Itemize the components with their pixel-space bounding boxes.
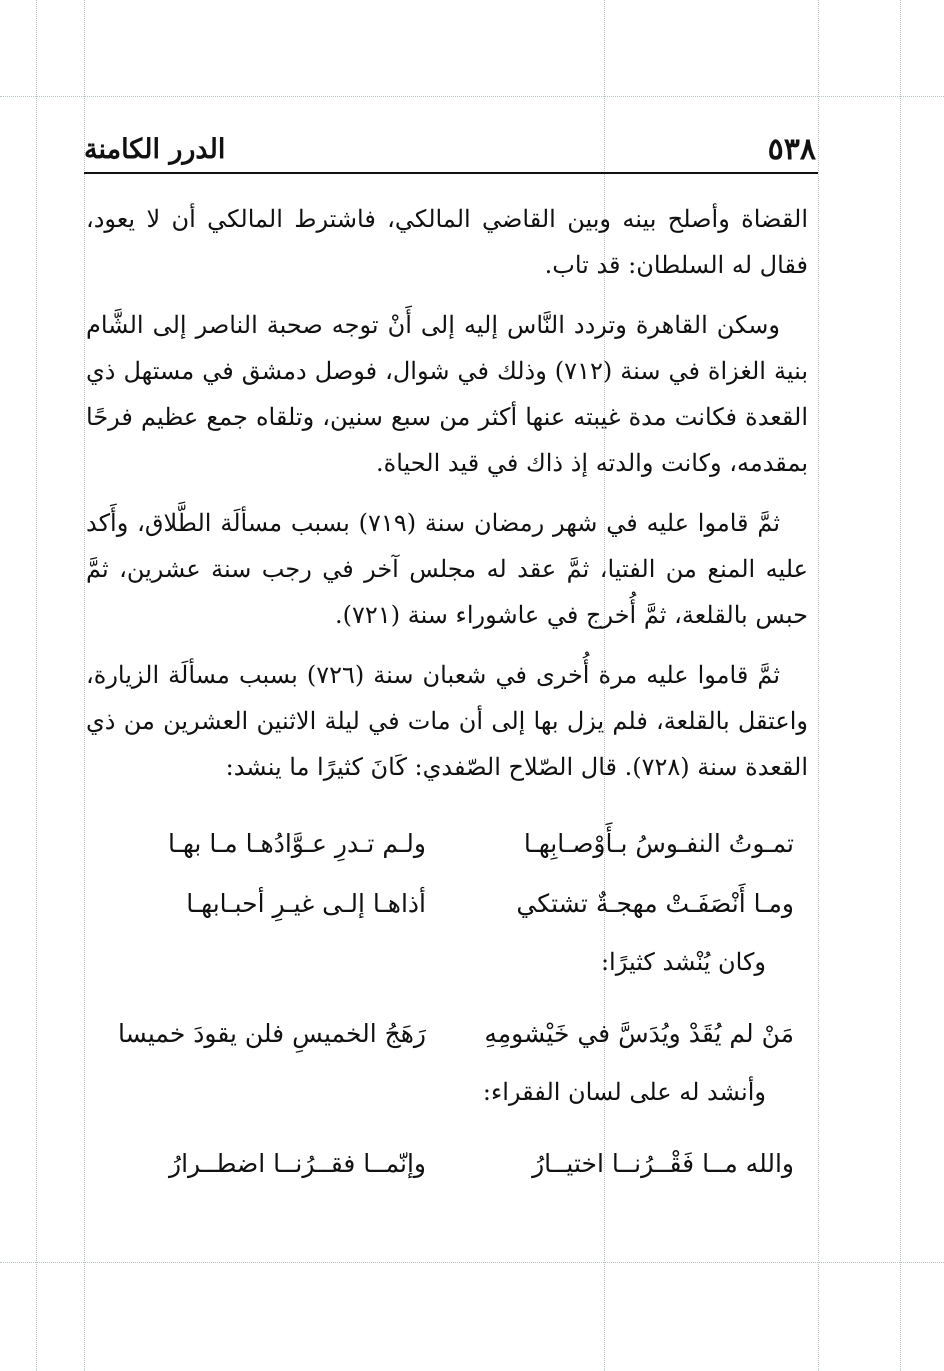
verse-introduction: وأنشد له على لسان الفقراء: <box>482 1078 766 1106</box>
guide-line-horizontal <box>0 96 944 97</box>
verse-second-hemistich: وإنّمــا فقــرُنــا اضطــرارُ <box>169 1149 426 1178</box>
verse-line <box>86 1134 808 1194</box>
paragraph: القضاة وأصلح بينه وبين القاضي المالكي، فاشترط المالكي أن لا يعود، فقال له السلطان: قد تاب. <box>86 205 808 279</box>
verse-second-hemistich: رَهَجُ الخميسِ فلن يقودَ خميسا <box>117 1019 426 1048</box>
guide-line-horizontal <box>0 1262 944 1263</box>
verse-second-hemistich: ولـم تـدرِ عـوَّادُهـا مـا بهـا <box>167 829 426 858</box>
verse-first-hemistich: تمـوتُ النفـوسُ بـأَوْصـابِهـا <box>523 829 794 858</box>
guide-line-vertical <box>84 0 85 1371</box>
paragraph: ثمَّ قاموا عليه مرة أُخرى في شعبان سنة (٧٢٦) بسبب مسألَة الزيارة، واعتقل بالقلعة، فلم يزل بها إلى أن مات في ليلة الاثنين العشرين من ذي القعدة سنة (٧٢٨). قال الصّلاح الصّفدي: كَانَ كثيرًا ما ينشد: <box>86 661 808 781</box>
page-header <box>84 128 816 172</box>
guide-line-vertical <box>900 0 901 1371</box>
guide-line-vertical <box>818 0 819 1371</box>
verse-first-hemistich: مَنْ لم يُقَدْ ويُدَسَّ في خَيْشومِهِ <box>484 1019 794 1048</box>
verse-first-hemistich: ومـا أَنْصَفَـتْ مهجـةٌ تشتكي <box>516 889 794 918</box>
paragraph: وسكن القاهرة وتردد النَّاس إليه إلى أَنْ توجه صحبة الناصر إلى الشَّام بنية الغزاة في سنة (٧١٢) وذلك في شوال، فوصل دمشق في مستهل ذي القعدة فكانت مدة غيبته عنها أكثر من سبع سنين، وتلقاه جمع عظيم فرحًا بمقدمه، وكانت والدته إذ ذاك في قيد الحياة. <box>86 311 809 477</box>
poem <box>86 814 808 1194</box>
guide-line-vertical <box>36 0 37 1371</box>
verse-line <box>86 814 808 874</box>
page-number: ٥٣٨ <box>767 132 816 167</box>
running-title: الدرر الكامنة <box>84 134 226 165</box>
paragraph: ثمَّ قاموا عليه في شهر رمضان سنة (٧١٩) بسبب مسألَة الطَّلاق، وأَكد عليه المنع من الفتيا، ثمَّ عقد له مجلس آخر في رجب سنة عشرين، ثمَّ حبس بالقلعة، ثمَّ أُخرج في عاشوراء سنة (٧٢١). <box>86 509 808 629</box>
header-rule <box>84 172 818 174</box>
verse-first-hemistich: والله مــا فَقْــرُنــا اختيــارُ <box>532 1149 794 1178</box>
verse-introduction: وكان يُنْشد كثيرًا: <box>600 948 766 976</box>
verse-second-hemistich: أذاهـا إلـى غيـرِ أحبـابهـا <box>186 889 426 918</box>
verse-line <box>86 874 808 934</box>
verse-line <box>86 1004 808 1064</box>
page-body <box>86 196 808 1194</box>
